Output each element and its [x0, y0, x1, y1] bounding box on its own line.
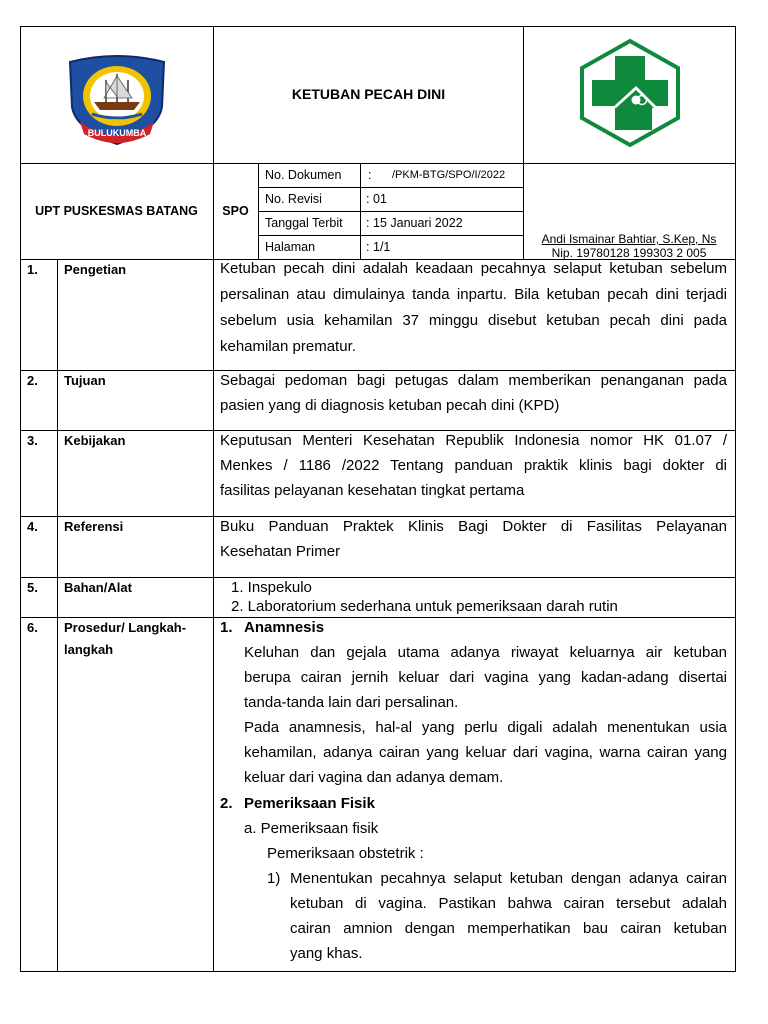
section-number: 6. — [27, 620, 38, 635]
row-divider-4 — [20, 577, 736, 578]
section-number: 2. — [27, 373, 38, 388]
section-label: Prosedur/ Langkah- — [64, 620, 187, 635]
signer-nip: Nip. 19780128 199303 2 005 — [551, 246, 707, 260]
paragraph-line: Pada anamnesis, hal-al yang perlu digali adalah menentukan usia — [244, 719, 727, 736]
section-label: Kebijakan — [64, 433, 126, 448]
bulukumba-logo — [62, 52, 172, 146]
meta-label-halaman: Halaman — [265, 240, 316, 254]
section-text-line: Keputusan Menteri Kesehatan Republik Indonesia nomor HK 01.07 / — [220, 432, 727, 449]
border-top — [20, 26, 736, 27]
heading-number: 1. — [220, 619, 233, 636]
row-divider-3 — [20, 516, 736, 517]
item-line: ketuban di vagina. Pastikan bahwa cairan tersebut adalah — [290, 895, 727, 912]
border-left — [20, 26, 21, 972]
section-label: Tujuan — [64, 373, 106, 388]
section-label: Referensi — [64, 519, 124, 534]
section-text-line: Buku Panduan Praktek Klinis Bagi Dokter di Fasilitas Pelayanan — [220, 518, 727, 535]
paragraph-line: berupa cairan jernih keluar dari vagina yang kadan-adang disertai — [244, 669, 727, 686]
section-number: 5. — [27, 580, 38, 595]
heading-number: 2. — [220, 795, 233, 812]
paragraph-line: keluar dari vagina dan adanya demam. — [244, 769, 504, 786]
meta-divider-2 — [258, 211, 524, 212]
section-number: 4. — [27, 519, 38, 534]
svg-text:BULUKUMBA: BULUKUMBA — [87, 128, 147, 138]
paragraph-line: tanda-tanda lain dari persalinan. — [244, 694, 459, 711]
sub-heading: a. Pemeriksaan fisik — [244, 820, 379, 837]
item-line: yang khas. — [290, 945, 363, 962]
heading-pemeriksaan-fisik: Pemeriksaan Fisik — [244, 795, 375, 812]
section-text-line: persalinan atau dimulainya tanda inpartu. Bila ketuban pecah dini terjadi — [220, 286, 727, 303]
signer-name: Andi Ismainar Bahtiar, S.Kep, Ns — [541, 232, 717, 246]
row-divider-2 — [20, 430, 736, 431]
section-text-line: Ketuban pecah dini adalah keadaan pecahnya selaput ketuban sebelum — [220, 260, 727, 277]
row-divider-1 — [20, 370, 736, 371]
document-title: KETUBAN PECAH DINI — [291, 86, 446, 102]
section-text-line: Kesehatan Primer — [220, 543, 341, 560]
meta-value-tanggal: 15 Januari 2022 — [373, 216, 463, 230]
section-label: langkah — [64, 642, 114, 657]
meta-value-revisi: 01 — [373, 192, 387, 206]
section-text-line: fasilitas pelayanan kesehatan tingkat pertama — [220, 482, 525, 499]
row-divider-5 — [20, 617, 736, 618]
meta-label-dokumen: No. Dokumen — [265, 168, 342, 182]
item-number: 1) — [267, 870, 281, 887]
border-right — [735, 26, 736, 972]
col-divider-content — [213, 26, 214, 972]
section-text-line: Sebagai pedoman bagi petugas dalam memberikan penanganan pada — [220, 372, 727, 389]
section-text-line: sebelum usia kehamilan 37 minggu disebut ketuban pecah dini pada — [220, 312, 727, 329]
list-item: 1. Inspekulo — [231, 579, 312, 596]
section-number: 3. — [27, 433, 38, 448]
list-item: 2. Laboratorium sederhana untuk pemeriksaan darah rutin — [231, 598, 618, 615]
section-text-line: Menkes / 1186 /2022 Tentang panduan praktik klinis bagi dokter di — [220, 457, 727, 474]
col-divider-logo-right — [523, 26, 524, 260]
section-text-line: kehamilan prematur. — [220, 338, 356, 355]
col-divider-num — [57, 259, 58, 972]
institution-name: UPT PUSKESMAS BATANG — [35, 204, 198, 218]
item-line: cairan amnion dengan memperhatikan bau cairan ketuban — [290, 920, 727, 937]
meta-colon-dokumen: : — [368, 168, 372, 182]
meta-label-tanggal: Tanggal Terbit — [265, 216, 343, 230]
section-number: 1. — [27, 262, 38, 277]
section-text-line: pasien yang di diagnosis ketuban pecah dini (KPD) — [220, 397, 560, 414]
heading-anamnesis: Anamnesis — [244, 619, 325, 636]
meta-divider-1 — [258, 187, 524, 188]
sub-text: Pemeriksaan obstetrik : — [267, 845, 424, 862]
meta-label-revisi: No. Revisi — [265, 192, 322, 206]
meta-colon-revisi: : — [366, 192, 370, 206]
border-bottom — [20, 971, 736, 972]
spo-label: SPO — [222, 204, 249, 218]
section-label: Pengetian — [64, 262, 127, 277]
item-line: Menentukan pecahnya selaput ketuban dengan adanya cairan — [290, 870, 727, 887]
meta-divider-3 — [258, 235, 524, 236]
meta-colon-tanggal: : — [366, 216, 370, 230]
paragraph-line: kehamilan, adanya cairan yang keluar dari vagina, warna cairan yang — [244, 744, 727, 761]
meta-value-dokumen: /PKM-BTG/SPO/I/2022 — [392, 169, 506, 181]
section-label: Bahan/Alat — [64, 580, 132, 595]
paragraph-line: Keluhan dan gejala utama adanya riwayat keluarnya air ketuban — [244, 644, 727, 661]
meta-colon-halaman: : — [366, 240, 370, 254]
header-divider — [20, 163, 736, 164]
puskesmas-logo — [578, 38, 682, 148]
meta-value-halaman: 1/1 — [373, 240, 391, 254]
